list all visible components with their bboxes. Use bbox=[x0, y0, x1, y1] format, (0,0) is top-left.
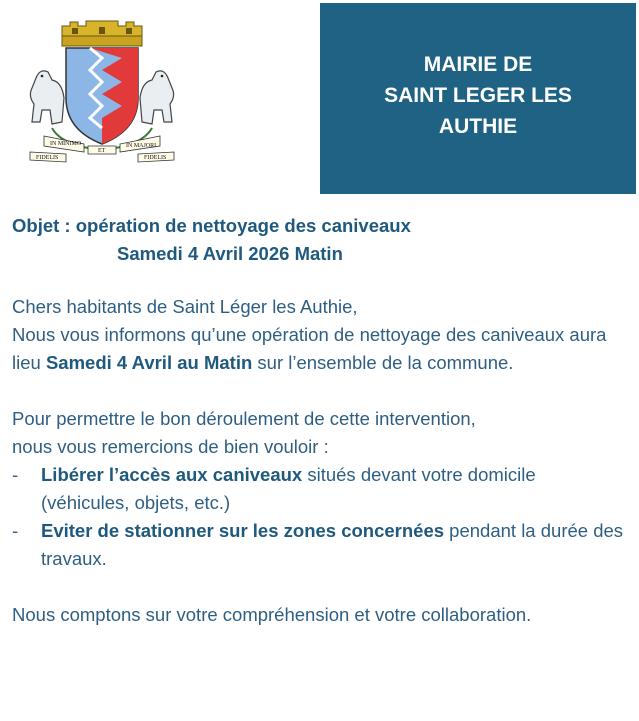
bullet-text: situés devant votre domicile (véhicules, objets, etc.) bbox=[41, 464, 536, 513]
header-banner bbox=[320, 3, 636, 194]
request-line1: Pour permettre le bon déroulement de cette intervention, bbox=[12, 408, 476, 429]
subject-line1: Objet : opération de nettoyage des caniveaux bbox=[12, 215, 411, 236]
bullet-item bbox=[12, 461, 627, 517]
mairie-title bbox=[358, 49, 598, 142]
letter-body bbox=[12, 293, 627, 629]
mairie-title-line3: AUTHIE bbox=[438, 115, 518, 138]
info-paragraph bbox=[12, 321, 627, 377]
subject-date: Samedi 4 Avril 2026 Matin bbox=[117, 243, 343, 264]
mairie-title-line1: MAIRIE DE bbox=[423, 53, 533, 76]
info-date-bold: Samedi 4 Avril au Matin bbox=[45, 352, 253, 373]
info-text-post: sur l’ensemble de la commune. bbox=[252, 352, 514, 373]
info-text-pre: Nous vous informons qu’une opération de nettoyage des caniveaux aura lieu bbox=[12, 324, 607, 373]
subject-heading bbox=[12, 212, 612, 268]
bullet-bold: Eviter de stationner sur les zones concernées bbox=[41, 520, 445, 541]
bullet-text: pendant la durée des travaux. bbox=[41, 520, 624, 569]
crest-ribbon-right: FIDELIS bbox=[144, 155, 167, 161]
crest-motto-left: IN MINIMO bbox=[50, 141, 82, 147]
mairie-title-line2: SAINT LEGER LES bbox=[384, 84, 572, 107]
bullet-dash: - bbox=[12, 464, 19, 485]
bullet-item bbox=[12, 517, 627, 573]
closing-text: Nous comptons sur votre compréhension et votre collaboration. bbox=[12, 604, 532, 625]
bullet-bold: Libérer l’accès aux caniveaux bbox=[41, 464, 303, 485]
crest-motto-mid: ET bbox=[98, 148, 106, 154]
request-line2: nous vous remercions de bien vouloir : bbox=[12, 436, 329, 457]
crest-ribbon-left: FIDELIS bbox=[36, 155, 59, 161]
bullet-dash: - bbox=[12, 520, 19, 541]
crest-motto-right: IN MAJORI bbox=[126, 143, 157, 149]
greeting: Chers habitants de Saint Léger les Authie, bbox=[12, 296, 358, 317]
coat-of-arms-logo bbox=[22, 18, 182, 166]
